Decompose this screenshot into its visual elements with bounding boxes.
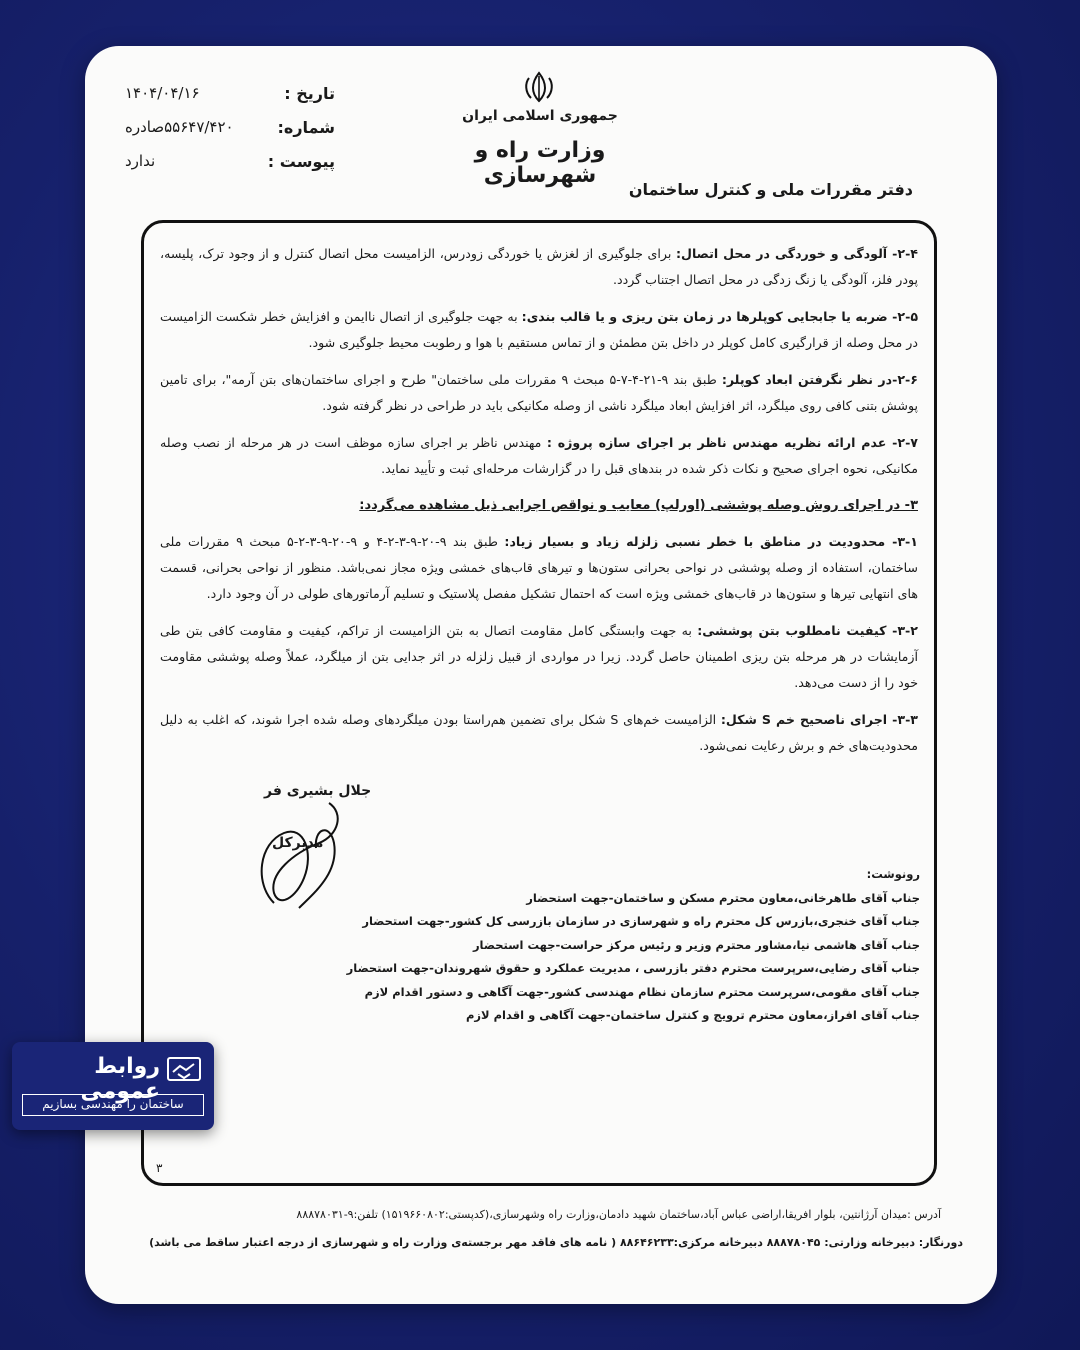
signer-title: مدیرکل — [272, 835, 324, 851]
iran-emblem-icon — [521, 70, 557, 104]
paragraph-head: ۳-۲- کیفیت نامطلوب بتن پوششی: — [697, 623, 918, 638]
paragraph-head: ۲-۵- ضربه یا جابجایی کوپلرها در زمان بتن ریزی و یا قالب بندی: — [521, 309, 919, 324]
footer-fax: دورنگار: دبیرخانه وزارتی: ۸۸۸۷۸۰۴۵ دبیرخانه مرکزی:۸۸۶۴۶۲۳۳ ( نامه های فاقد مهر برجسته‌ی وزارت راه و شهرسازی از درجه اعتبار ساقط می باشد) — [149, 1236, 963, 1249]
handshake-icon — [166, 1054, 202, 1084]
pr-badge — [12, 1042, 214, 1130]
paragraph-body: طبق بند ۹-۲۱-۴-۷-۵ مبحث ۹ مقررات ملی ساختمان" طرح و اجرای ساختمان‌های بتن آرمه"، برای تامین پوشش بتنی کافی روی میلگرد، اثر افزایش ابعاد میلگرد ناشی از وصله مکانیکی باید در طراحی در نظر گرفته شود. — [160, 372, 918, 413]
paragraph-head: ۳-۳- اجرای ناصحیح خم S شکل: — [720, 712, 918, 727]
cc-item: جناب آقای مقومی،سرپرست محترم سازمان نظام مهندسی کشور-جهت آگاهی و دستور اقدام لازم — [364, 984, 920, 999]
date-value: ۱۴۰۴/۰۴/۱۶ — [125, 84, 200, 102]
page-number: ۳ — [156, 1161, 163, 1175]
cc-item: جناب آقای افراز،معاون محترم ترویج و کنترل ساختمان-جهت آگاهی و اقدام لازم — [465, 1008, 920, 1022]
number-value: ۵۵۶۴۷/۴۲۰صادره — [125, 118, 234, 136]
paragraph-body: طبق بند ۹-۲۰-۹-۳-۲-۴ و ۹-۲۰-۹-۳-۲-۵ مبحث ۹ مقررات ملی ساختمان، استفاده از وصله پوششی در نواحی بحرانی ستون‌ها و تیرهای قاب‌های خمشی ویژه مجاز نمی‌باشد. منظور از نواحی بحرانی، قسمت های انتهایی تیرها و ستون‌ها در قاب‌های خمشی ویژه است که احتمال تشکیل مفصل پلاستیک و تسلیم آرماتورهای طولی در آن وجود دارد. — [160, 534, 918, 601]
paragraph-3-1 — [160, 529, 918, 607]
paragraph-2-7 — [160, 430, 918, 482]
paragraph-2-4 — [160, 241, 918, 293]
letter-body — [141, 220, 937, 1186]
ministry-title: وزارت راه و شهرسازی — [474, 138, 606, 188]
cc-title: رونوشت: — [866, 867, 920, 881]
badge-title: روابط عمومی — [80, 1054, 160, 1104]
cc-item: جناب آقای رضایی،سرپرست محترم دفتر بازرسی ، مدیریت عملکرد و حقوق شهروندان-جهت استحضار — [346, 961, 920, 975]
office-title: دفتر مقررات ملی و کنترل ساختمان — [628, 180, 913, 199]
paragraph-3-2 — [160, 618, 918, 696]
attachment-row — [125, 144, 335, 178]
letter-meta — [125, 76, 335, 178]
number-row — [125, 110, 335, 144]
date-label: تاریخ : — [284, 83, 335, 103]
paragraph-head: ۲-۷- عدم ارائه نظریه مهندس ناظر بر اجرای سازه پروژه : — [546, 435, 918, 450]
number-label: شماره: — [277, 117, 335, 137]
badge-subtitle: ساختمان را مهندسی بسازیم — [22, 1094, 204, 1116]
footer-address: آدرس :میدان آرژانتین، بلوار افریقا،اراضی عباس آباد،ساختمان شهید دادمان،وزارت راه وشهرسازی،(کدپستی:۱۵۱۹۶۶۰۸۰۲) تلفن:۹-۸۸۸۷۸۰۳۱ — [296, 1208, 941, 1221]
letter-page — [85, 46, 997, 1304]
paragraph-body: به جهت جلوگیری از اتصال ناایمن و افزایش خطر شکست الزامیست در محل وصله از قرارگیری کامل کوپلر در داخل بتن مطمئن و از تماس مستقیم با هوا و رطوبت محیط جلوگیری شود. — [160, 309, 918, 350]
attachment-label: پیوست : — [267, 151, 335, 171]
cc-list — [347, 863, 920, 1028]
paragraph-3-3 — [160, 707, 918, 759]
cc-item: جناب آقای طاهرخانی،معاون محترم مسکن و ساختمان-جهت استحضار — [526, 890, 920, 905]
paragraph-body: به جهت وابستگی کامل مقاومت اتصال به بتن الزامیست از تراکم، کیفیت و مقاومت کافی بتن طی آزمایشات در هر مرحله بتن ریزی اطمینان حاصل گردد. زیرا در مواردی از قبیل زلزله در اثر جدایی بتن از میلگرد، عملاً وصله پوششی مقاومت خود را از دست می‌دهد. — [160, 623, 918, 690]
cc-item: جناب آقای هاشمی نیا،مشاور محترم وزیر و رئیس مرکز حراست-جهت استحضار — [472, 937, 920, 952]
paragraph-head: ۲-۴- آلودگی و خوردگی در محل اتصال: — [675, 246, 918, 261]
cc-item: جناب آقای خنجری،بازرس کل محترم راه و شهرسازی در سازمان بازرسی کل کشور-جهت استحضار — [362, 914, 920, 928]
paragraph-2-6 — [160, 367, 918, 419]
paragraph-body: الزامیست خم‌های S شکل برای تضمین هم‌راستا بودن میلگردهای وصله شده اجرا شوند، که اغلب به دلیل محدودیت‌های خم و برش رعایت نمی‌شود. — [160, 712, 918, 753]
signer-name: جلال بشیری فر — [264, 783, 372, 799]
paragraph-body: مهندس ناظر بر اجرای سازه موظف است در هر مرحله از نصب وصله مکانیکی، نحوه اجرای صحیح و نکات ذکر شده در بندهای قبل را در گزارشات مرحله‌ای ثبت و تأیید نماید. — [160, 435, 918, 476]
paragraph-2-5 — [160, 304, 918, 356]
attachment-value: ندارد — [125, 152, 156, 170]
republic-title: جمهوری اسلامی ایران — [462, 108, 618, 124]
date-row — [125, 76, 335, 110]
section-3-heading: ۳- در اجرای روش وصله پوششی (اورلپ) معایب و نواقص اجرایی ذیل مشاهده می‌گردد: — [359, 498, 918, 513]
paragraph-body: برای جلوگیری از لغزش یا خوردگی زودرس، الزامیست محل اتصال کنترل و از وجود ترک، پلیسه، پودر فلز، آلودگی یا زنگ زدگی در محل اتصال اجتناب گردد. — [160, 246, 918, 287]
paragraph-head: ۳-۱- محدودیت در مناطق با خطر نسبی زلزله زیاد و بسیار زیاد: — [504, 534, 918, 549]
paragraph-head: ۲-۶-در نظر نگرفتن ابعاد کوپلر: — [721, 372, 918, 387]
